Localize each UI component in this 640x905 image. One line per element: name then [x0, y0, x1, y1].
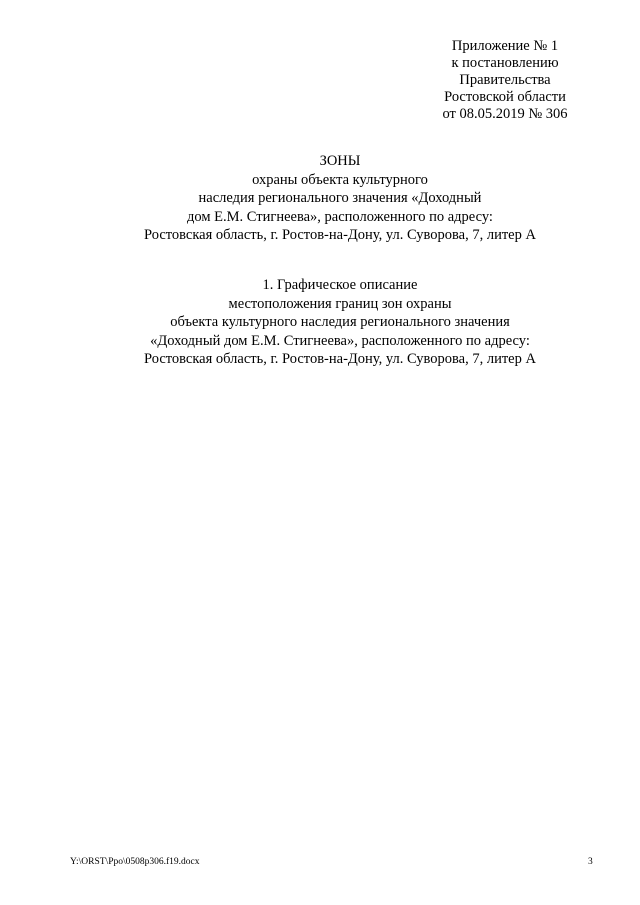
title-line-3: наследия регионального значения «Доходный	[198, 190, 482, 206]
section-heading	[90, 276, 590, 369]
appendix-reference	[410, 38, 600, 123]
appendix-line-3: Правительства	[459, 72, 551, 88]
section-line-4: «Доходный дом Е.М. Стигнеева», расположенного по адресу:	[150, 332, 530, 349]
section-line-1: 1. Графическое описание	[262, 277, 418, 293]
title-line-1: ЗОНЫ	[319, 153, 361, 169]
document-title	[90, 152, 590, 245]
footer-page-number: 3	[588, 857, 593, 867]
appendix-line-2: к постановлению	[451, 55, 559, 71]
appendix-line-5: от 08.05.2019 № 306	[442, 106, 568, 122]
title-line-4: дом Е.М. Стигнеева», расположенного по адресу:	[187, 208, 493, 225]
section-line-3: объекта культурного наследия регионального значения	[170, 314, 510, 330]
title-line-2: охраны объекта культурного	[252, 171, 428, 188]
footer-file-path: Y:\ORST\Ppo\0508p306.f19.docx	[70, 857, 200, 867]
title-line-5: Ростовская область, г. Ростов-на-Дону, ул. Суворова, 7, литер А	[144, 227, 536, 243]
section-line-5: Ростовская область, г. Ростов-на-Дону, ул. Суворова, 7, литер А	[144, 351, 536, 367]
appendix-line-4: Ростовской области	[444, 89, 566, 105]
appendix-line-1: Приложение № 1	[451, 38, 559, 54]
section-line-2: местоположения границ зон охраны	[228, 295, 452, 312]
